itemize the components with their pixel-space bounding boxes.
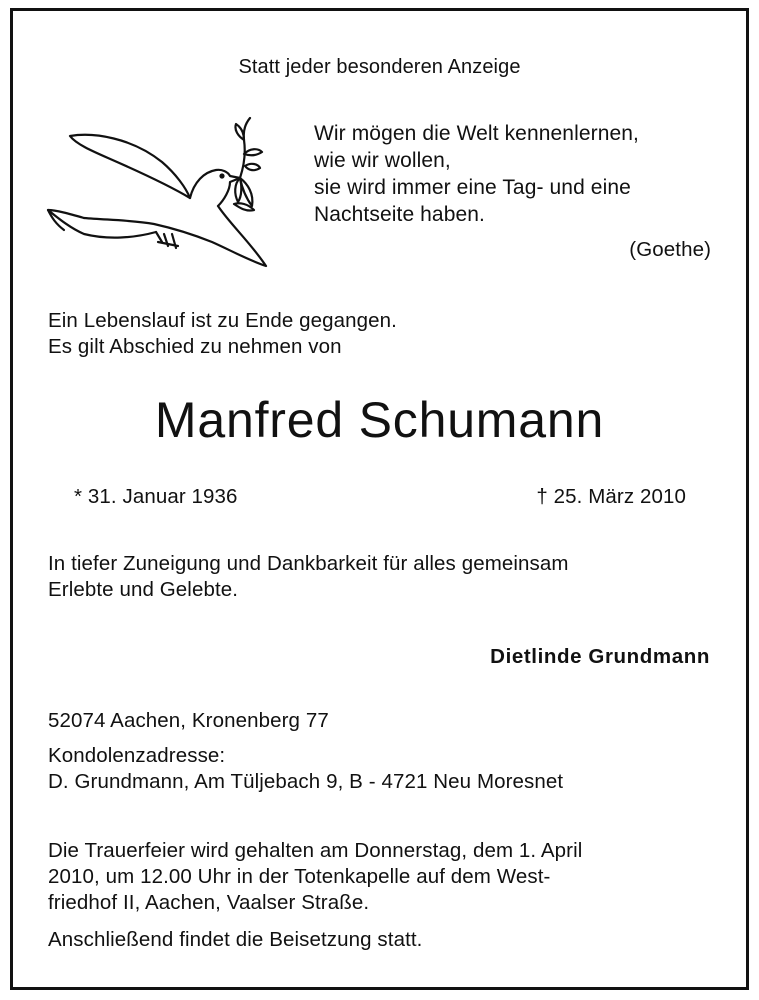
dedication-line: Erlebte und Gelebte. (48, 578, 239, 601)
dedication-line: In tiefer Zuneigung und Dankbarkeit für alles gemeinsam (48, 552, 569, 575)
condolence-line: D. Grundmann, Am Tüljebach 9, B - 4721 Neu Moresnet (48, 770, 564, 793)
intro-text (48, 308, 397, 360)
signer-name: Dietlinde Grundmann (490, 645, 710, 668)
funeral-line: 2010, um 12.00 Uhr in der Totenkapelle auf dem West- (48, 865, 551, 888)
notice-header: Statt jeder besonderen Anzeige (238, 56, 521, 78)
funeral-line: friedhof II, Aachen, Vaalser Straße. (48, 891, 370, 914)
poem-author: (Goethe) (629, 238, 711, 261)
dedication-text (48, 551, 569, 603)
poem-line: sie wird immer eine Tag- und eine (314, 176, 631, 199)
birth-date: * 31. Januar 1936 (74, 485, 238, 508)
funeral-details (48, 838, 582, 916)
intro-line: Es gilt Abschied zu nehmen von (48, 335, 342, 358)
poem-quote (314, 120, 639, 228)
deceased-name: Manfred Schumann (154, 392, 605, 448)
condolence-address (48, 743, 563, 795)
burial-note: Anschließend findet die Beisetzung statt. (48, 928, 423, 951)
poem-line: Nachtseite haben. (314, 203, 485, 226)
poem-line: Wir mögen die Welt kennenlernen, (314, 122, 639, 145)
death-date: † 25. März 2010 (536, 485, 686, 508)
condolence-line: Kondolenzadresse: (48, 744, 226, 767)
funeral-line: Die Trauerfeier wird gehalten am Donnerstag, dem 1. April (48, 839, 583, 862)
poem-line: wie wir wollen, (314, 149, 451, 172)
home-address: 52074 Aachen, Kronenberg 77 (48, 709, 329, 732)
intro-line: Ein Lebenslauf ist zu Ende gegangen. (48, 309, 397, 332)
